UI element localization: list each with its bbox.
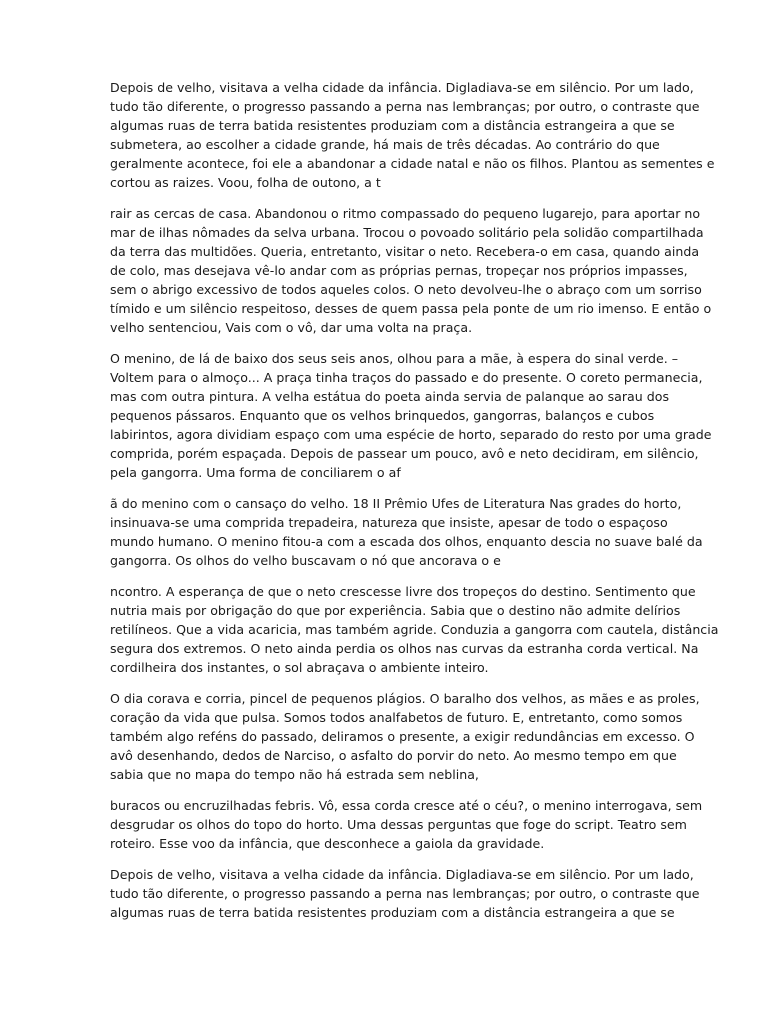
text-line: roteiro. Esse voo da infância, que desconhece a gaiola da gravidade. <box>110 836 545 851</box>
text-line: sem o abrigo excessivo de todos aqueles colos. O neto devolveu-lhe o abraço com um sorriso <box>110 282 702 297</box>
text-line: insinuava-se uma comprida trepadeira, natureza que insiste, apesar de todo o espaçoso <box>110 515 668 530</box>
paragraph <box>110 349 712 482</box>
text-line: O menino, de lá de baixo dos seus seis anos, olhou para a mãe, à espera do sinal verde. – <box>110 351 679 366</box>
text-line: de colo, mas desejava vê-lo andar com as próprias pernas, tropeçar nos próprios impasses, <box>110 263 688 278</box>
text-line: da terra das multidões. Queria, entretanto, visitar o neto. Recebera-o em casa, quando ainda <box>110 244 700 259</box>
text-line: Depois de velho, visitava a velha cidade da infância. Digladiava-se em silêncio. Por um lado, <box>110 867 694 882</box>
text-line: geralmente acontece, foi ele a abandonar a cidade natal e não os filhos. Plantou as sementes e <box>110 156 715 171</box>
text-line: submetera, ao escolher a cidade grande, há mais de três décadas. Ao contrário do que <box>110 137 660 152</box>
text-line: algumas ruas de terra batida resistentes produziam com a distância estrangeira a que se <box>110 118 675 133</box>
text-line: mar de ilhas nômades da selva urbana. Trocou o povoado solitário pela solidão compartilhada <box>110 225 704 240</box>
text-line: desgrudar os olhos do topo do horto. Uma dessas perguntas que foge do script. Teatro sem <box>110 817 687 832</box>
text-line: mas com outra pintura. A velha estátua do poeta ainda servia de palanque ao sarau dos <box>110 389 670 404</box>
paragraph <box>110 689 700 784</box>
paragraph <box>110 78 715 192</box>
text-line: Voltem para o almoço... A praça tinha traços do passado e do presente. O coreto permanecia, <box>110 370 703 385</box>
text-line: labirintos, agora dividiam espaço com uma espécie de horto, separado do resto por uma grade <box>110 427 712 442</box>
text-line: velho sentenciou, Vais com o vô, dar uma volta na praça. <box>110 320 473 335</box>
paragraph <box>110 204 712 337</box>
text-line: mundo humano. O menino fitou-a com a escada dos olhos, enquanto descia no suave balé da <box>110 534 703 549</box>
paragraph <box>110 796 703 853</box>
text-line: tímido e um silêncio respeitoso, desses de quem passa pela ponte de um rio imenso. E então o <box>110 301 712 316</box>
text-line: tudo tão diferente, o progresso passando a perna nas lembranças; por outro, o contraste que <box>110 886 700 901</box>
text-line: gangorra. Os olhos do velho buscavam o nó que ancorava o e <box>110 553 501 568</box>
text-line: tudo tão diferente, o progresso passando a perna nas lembranças; por outro, o contraste que <box>110 99 700 114</box>
text-line: sabia que no mapa do tempo não há estrada sem neblina, <box>110 767 479 782</box>
text-line: ncontro. A esperança de que o neto crescesse livre dos tropeços do destino. Sentimento que <box>110 584 696 599</box>
text-line: pela gangorra. Uma forma de conciliarem o af <box>110 465 401 480</box>
paragraph <box>110 865 700 922</box>
text-line: cordilheira dos instantes, o sol abraçava o ambiente inteiro. <box>110 660 489 675</box>
text-line: Depois de velho, visitava a velha cidade da infância. Digladiava-se em silêncio. Por um lado, <box>110 80 694 95</box>
text-line: nutria mais por obrigação do que por experiência. Sabia que o destino não admite delírios <box>110 603 681 618</box>
text-line: algumas ruas de terra batida resistentes produziam com a distância estrangeira a que se <box>110 905 675 920</box>
text-line: também algo reféns do passado, deliramos o presente, a exigir redundâncias em excesso. O <box>110 729 695 744</box>
text-line: retilíneos. Que a vida acaricia, mas também agride. Conduzia a gangorra com cautela, distância <box>110 622 719 637</box>
text-line: avô desenhando, dedos de Narciso, o asfalto do porvir do neto. Ao mesmo tempo em que <box>110 748 677 763</box>
text-line: cortou as raizes. Voou, folha de outono, a t <box>110 175 381 190</box>
text-line: segura dos extremos. O neto ainda perdia os olhos nas curvas da estranha corda vertical. Na <box>110 641 699 656</box>
text-line: ã do menino com o cansaço do velho. 18 II Prêmio Ufes de Literatura Nas grades do horto, <box>110 496 682 511</box>
text-line: coração da vida que pulsa. Somos todos analfabetos de futuro. E, entretanto, como somos <box>110 710 683 725</box>
text-line: rair as cercas de casa. Abandonou o ritmo compassado do pequeno lugarejo, para aportar no <box>110 206 701 221</box>
paragraph <box>110 582 719 677</box>
text-line: pequenos pássaros. Enquanto que os velhos brinquedos, gangorras, balanços e cubos <box>110 408 655 423</box>
document-body <box>110 78 719 934</box>
text-line: O dia corava e corria, pincel de pequenos plágios. O baralho dos velhos, as mães e as proles, <box>110 691 700 706</box>
text-line: buracos ou encruzilhadas febris. Vô, essa corda cresce até o céu?, o menino interrogava, sem <box>110 798 703 813</box>
text-line: comprida, porém espaçada. Depois de passear um pouco, avô e neto decidiram, em silêncio, <box>110 446 699 461</box>
paragraph <box>110 494 703 570</box>
